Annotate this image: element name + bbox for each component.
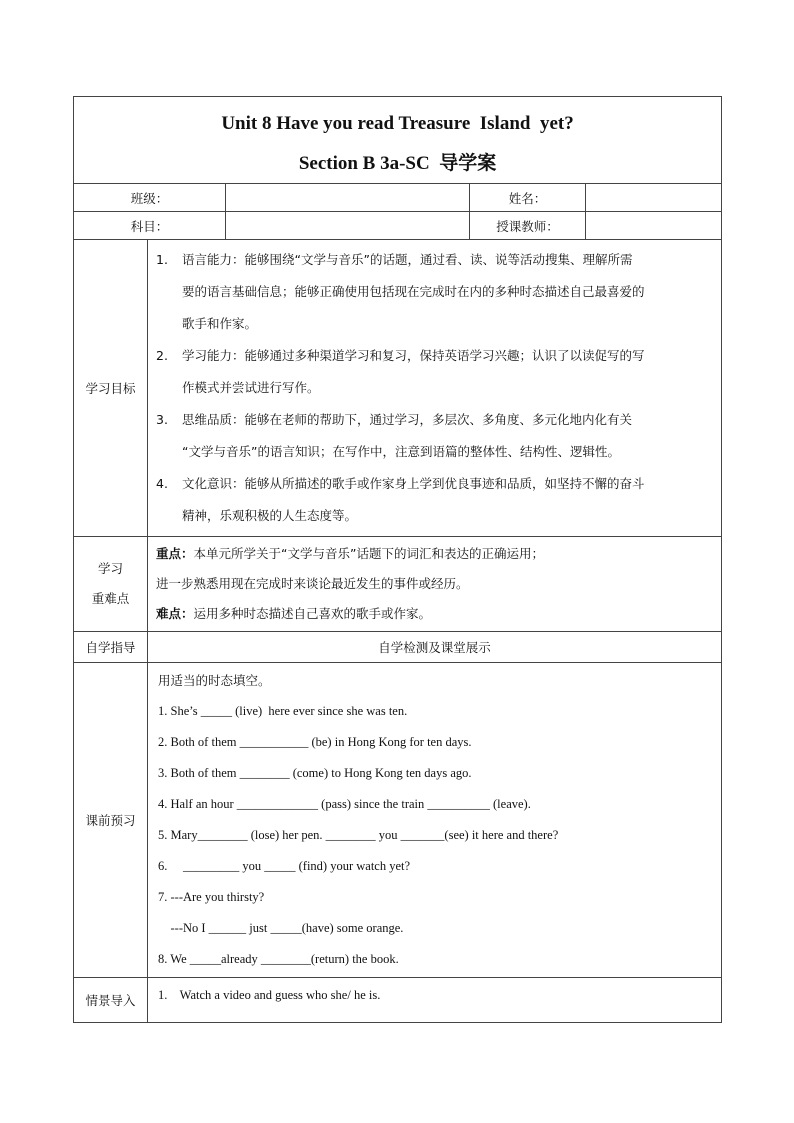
preview-instruction: 用适当的时态填空。 [158, 673, 271, 688]
exercise-line: 8. We _____already ________(return) the book. [158, 952, 399, 966]
goal-line: 语言能力：能够围绕“文学与音乐”的话题，通过看、读、说等活动搜集、理解所需 [182, 252, 633, 267]
exercise-line: 4. Half an hour _____________ (pass) since the train __________ (leave). [158, 797, 531, 811]
exercise-line: 2. Both of them ___________ (be) in Hong Kong for ten days. [158, 735, 472, 749]
goal-line: 文化意识：能够从所描述的歌手或作家身上学到优良事迹和品质，如坚持不懈的奋斗 [182, 476, 645, 491]
goal-line: 思维品质：能够在老师的帮助下，通过学习，多层次、多角度、多元化地内化有关 [182, 412, 633, 427]
goal-line: 歌手和作家。 [182, 316, 258, 331]
goal-line: “文学与音乐”的语言知识；在写作中，注意到语篇的整体性、结构性、逻辑性。 [182, 444, 620, 459]
goals-label: 学习目标 [74, 240, 148, 537]
teacher-label: 授课教师： [470, 212, 586, 240]
intro-label: 情景导入 [74, 978, 148, 1023]
goal-line: 学习能力：能够通过多种渠道学习和复习，保持英语学习兴趣；认识了以读促写的写 [182, 348, 645, 363]
teacher-field[interactable] [586, 212, 722, 240]
goal-item [156, 468, 711, 532]
goal-item [156, 244, 711, 340]
title-cell [74, 97, 722, 184]
key-point: 重点：本单元所学关于“文学与音乐”话题下的词汇和表达的正确运用； [156, 546, 544, 561]
exercise-line: ---No I ______ just _____(have) some orange. [158, 921, 404, 935]
exercise-line: 7. ---Are you thirsty? [158, 890, 265, 904]
goal-line: 要的语言基础信息；能够正确使用包括现在完成时在内的多种时态描述自己最喜爱的 [182, 284, 645, 299]
goal-number: 3. [156, 412, 168, 427]
goal-item [156, 404, 711, 468]
name-field[interactable] [586, 184, 722, 212]
intro-text: 1. Watch a video and guess who she/ he is. [148, 978, 722, 1023]
class-field[interactable] [226, 184, 470, 212]
exercise-line: 1. She’s _____ (live) here ever since she was ten. [158, 704, 408, 718]
preview-label: 课前预习 [74, 663, 148, 978]
exercise-line: 5. Mary________ (lose) her pen. ________ you _______(see) it here and there? [158, 828, 559, 842]
keypoints-content [148, 537, 722, 632]
subject-field[interactable] [226, 212, 470, 240]
key-point-continued: 进一步熟悉用现在完成时来谈论最近发生的事件或经历。 [156, 576, 469, 591]
preview-exercises [148, 663, 722, 978]
exercise-line: 6. _________ you _____ (find) your watch yet? [158, 859, 411, 873]
self-check-heading: 自学检测及课堂展示 [148, 632, 722, 663]
goal-line: 精神，乐观积极的人生态度等。 [182, 508, 358, 523]
self-study-label: 自学指导 [74, 632, 148, 663]
goal-number: 4. [156, 476, 168, 491]
worksheet-table [73, 96, 722, 1023]
difficult-point: 难点：运用多种时态描述自己喜欢的歌手或作家。 [156, 606, 432, 621]
subject-label: 科目： [74, 212, 226, 240]
exercise-line: 3. Both of them ________ (come) to Hong Kong ten days ago. [158, 766, 472, 780]
name-label: 姓名： [470, 184, 586, 212]
class-label: 班级： [74, 184, 226, 212]
page-title: Unit 8 Have you read Treasure Island yet? [221, 113, 574, 134]
goals-list [148, 240, 722, 537]
keypoints-label: 学习 重难点 [74, 537, 148, 632]
goal-number: 2. [156, 348, 168, 363]
goal-line: 作模式并尝试进行写作。 [182, 380, 320, 395]
goal-item [156, 340, 711, 404]
page-subtitle: Section B 3a-SC 导学案 [298, 153, 497, 174]
goal-number: 1. [156, 252, 168, 267]
